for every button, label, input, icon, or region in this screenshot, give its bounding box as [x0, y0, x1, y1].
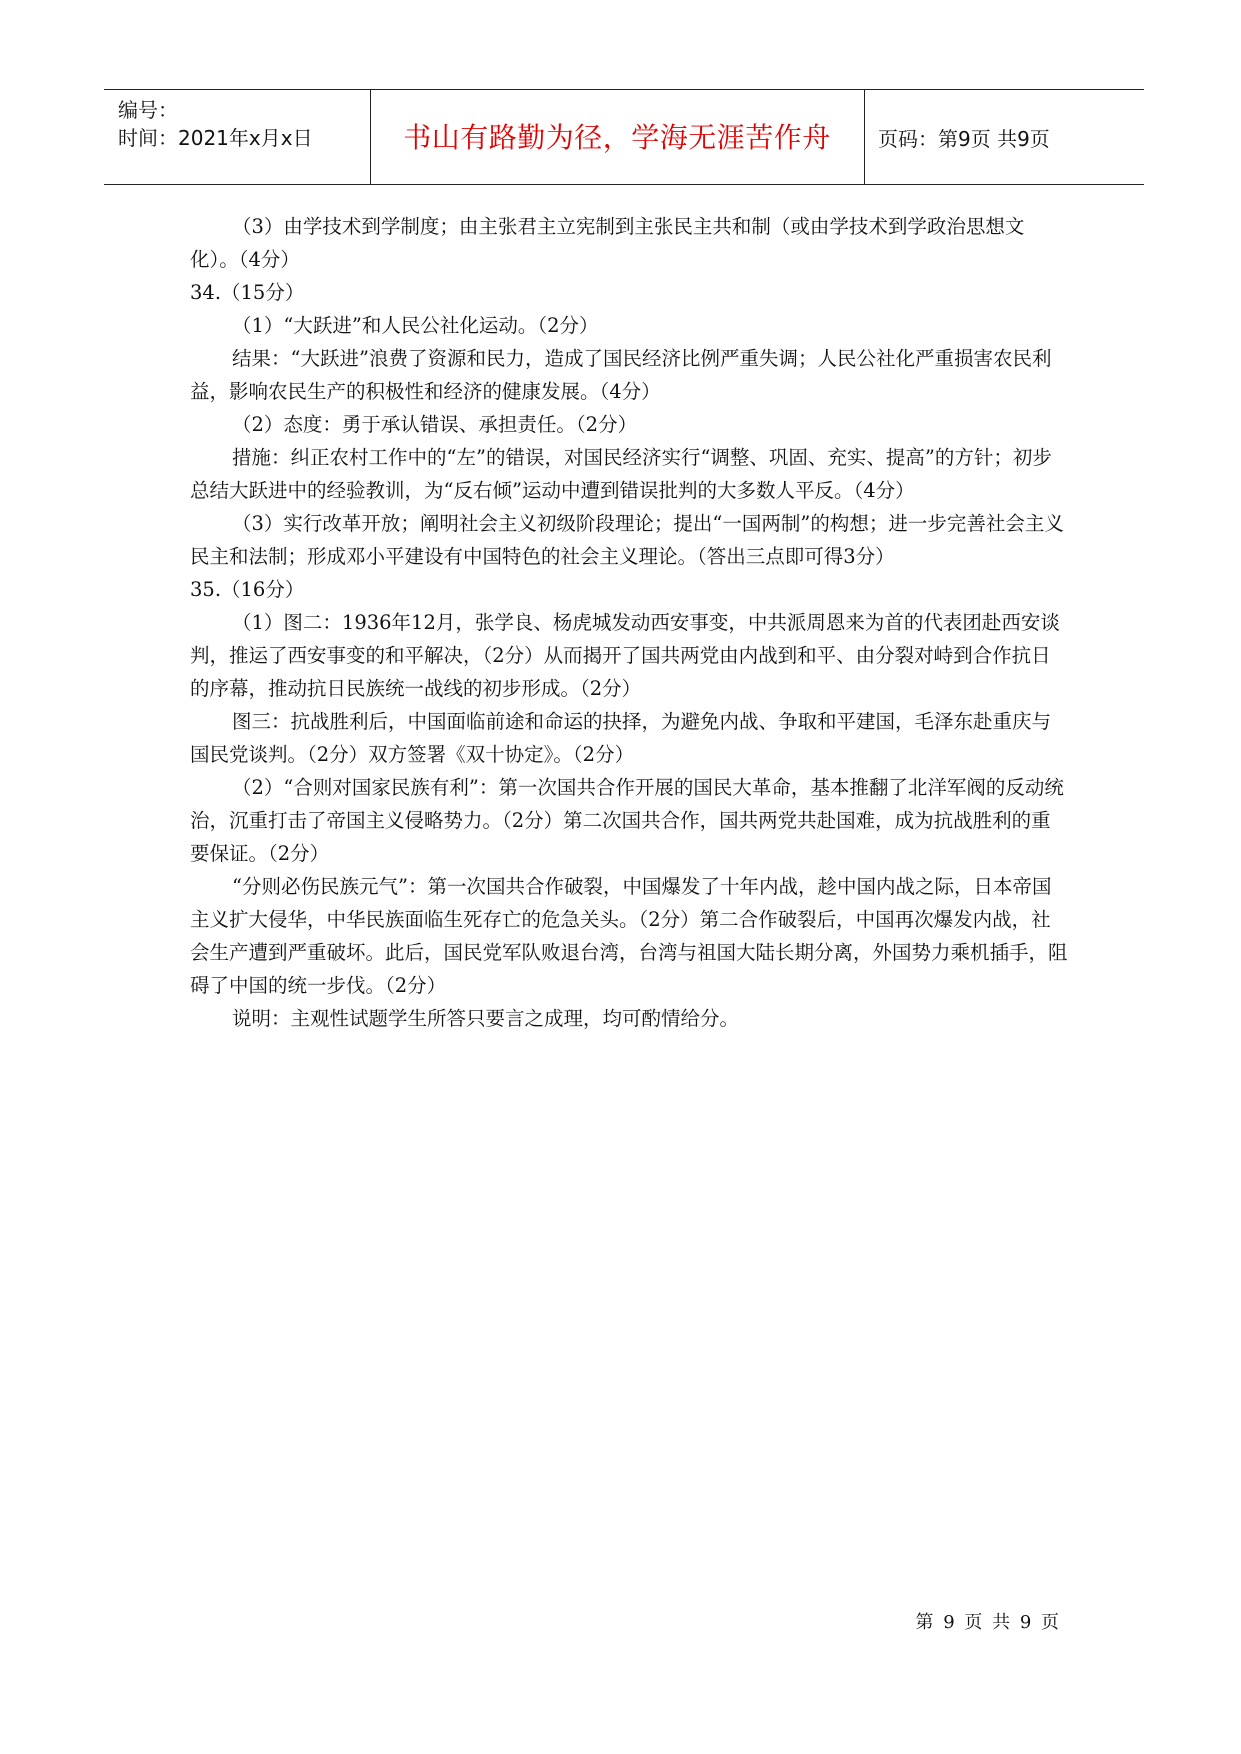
header-left-cell [104, 90, 371, 184]
paragraph: 34.（15分） [190, 281, 305, 304]
header-motto: 书山有路勤为径，学海无涯苦作舟 [403, 121, 831, 154]
header-middle-cell [370, 90, 865, 184]
paragraph: （1）图二：1936年12月，张学良、杨虎城发动西安事变，中共派周恩来为首的代表团赴西安谈判，推运了西安事变的和平解决，（2分）从而揭开了国共两党由内战到和平、由分裂对峙到合作抗日的序幕，推动抗日民族统一战线的初步形成。（2分） [190, 611, 1060, 700]
paragraph: 结果：“大跃进”浪费了资源和民力，造成了国民经济比例严重失调；人民公社化严重损害农民利益，影响农民生产的积极性和经济的健康发展。（4分） [190, 347, 1052, 403]
paragraph: （2）态度：勇于承认错误、承担责任。（2分） [232, 413, 638, 436]
page-footer: 第 9 页 共 9 页 [915, 1612, 1061, 1633]
serial-label: 编号： [118, 98, 178, 122]
paragraph: 说明：主观性试题学生所答只要言之成理，均可酌情给分。 [232, 1007, 740, 1030]
paragraph: “分则必伤民族元气”：第一次国共合作破裂，中国爆发了十年内战，趁中国内战之际，日本帝国主义扩大侵华，中华民族面临生死存亡的危急关头。（2分）第二合作破裂后，中国再次爆发内战，社会生产遭到严重破坏。此后，国民党军队败退台湾，台湾与祖国大陆长期分离，外国势力乘机插手，阻碍了中国的统一步伐。（2分） [190, 875, 1068, 997]
paragraph: （2）“合则对国家民族有利”：第一次国共合作开展的国民大革命，基本推翻了北洋军阀的反动统治，沉重打击了帝国主义侵略势力。（2分）第二次国共合作，国共两党共赴国难，成为抗战胜利的重要保证。（2分） [190, 776, 1064, 865]
time-label: 时间：2021年x月x日 [118, 126, 313, 150]
answer-content [190, 210, 1070, 1035]
paragraph: 措施：纠正农村工作中的“左”的错误，对国民经济实行“调整、巩固、充实、提高”的方针；初步总结大跃进中的经验教训，为“反右倾”运动中遭到错误批判的大多数人平反。（4分） [190, 446, 1052, 502]
paragraph: 35.（16分） [190, 578, 305, 601]
paragraph: （1）“大跃进”和人民公社化运动。（2分） [232, 314, 599, 337]
paragraph: （3）由学技术到学制度；由主张君主立宪制到主张民主共和制（或由学技术到学政治思想文化）。（4分） [190, 215, 1025, 271]
page-header [104, 89, 1144, 185]
header-page-info: 页码：第9页 共9页 [878, 127, 1050, 151]
paragraph: （3）实行改革开放；阐明社会主义初级阶段理论；提出“一国两制”的构想；进一步完善社会主义民主和法制；形成邓小平建设有中国特色的社会主义理论。（答出三点即可得3分） [190, 512, 1064, 568]
header-right-cell [864, 90, 1144, 184]
paragraph: 图三：抗战胜利后，中国面临前途和命运的抉择，为避免内战、争取和平建国，毛泽东赴重庆与国民党谈判。（2分）双方签署《双十协定》。（2分） [190, 710, 1052, 766]
